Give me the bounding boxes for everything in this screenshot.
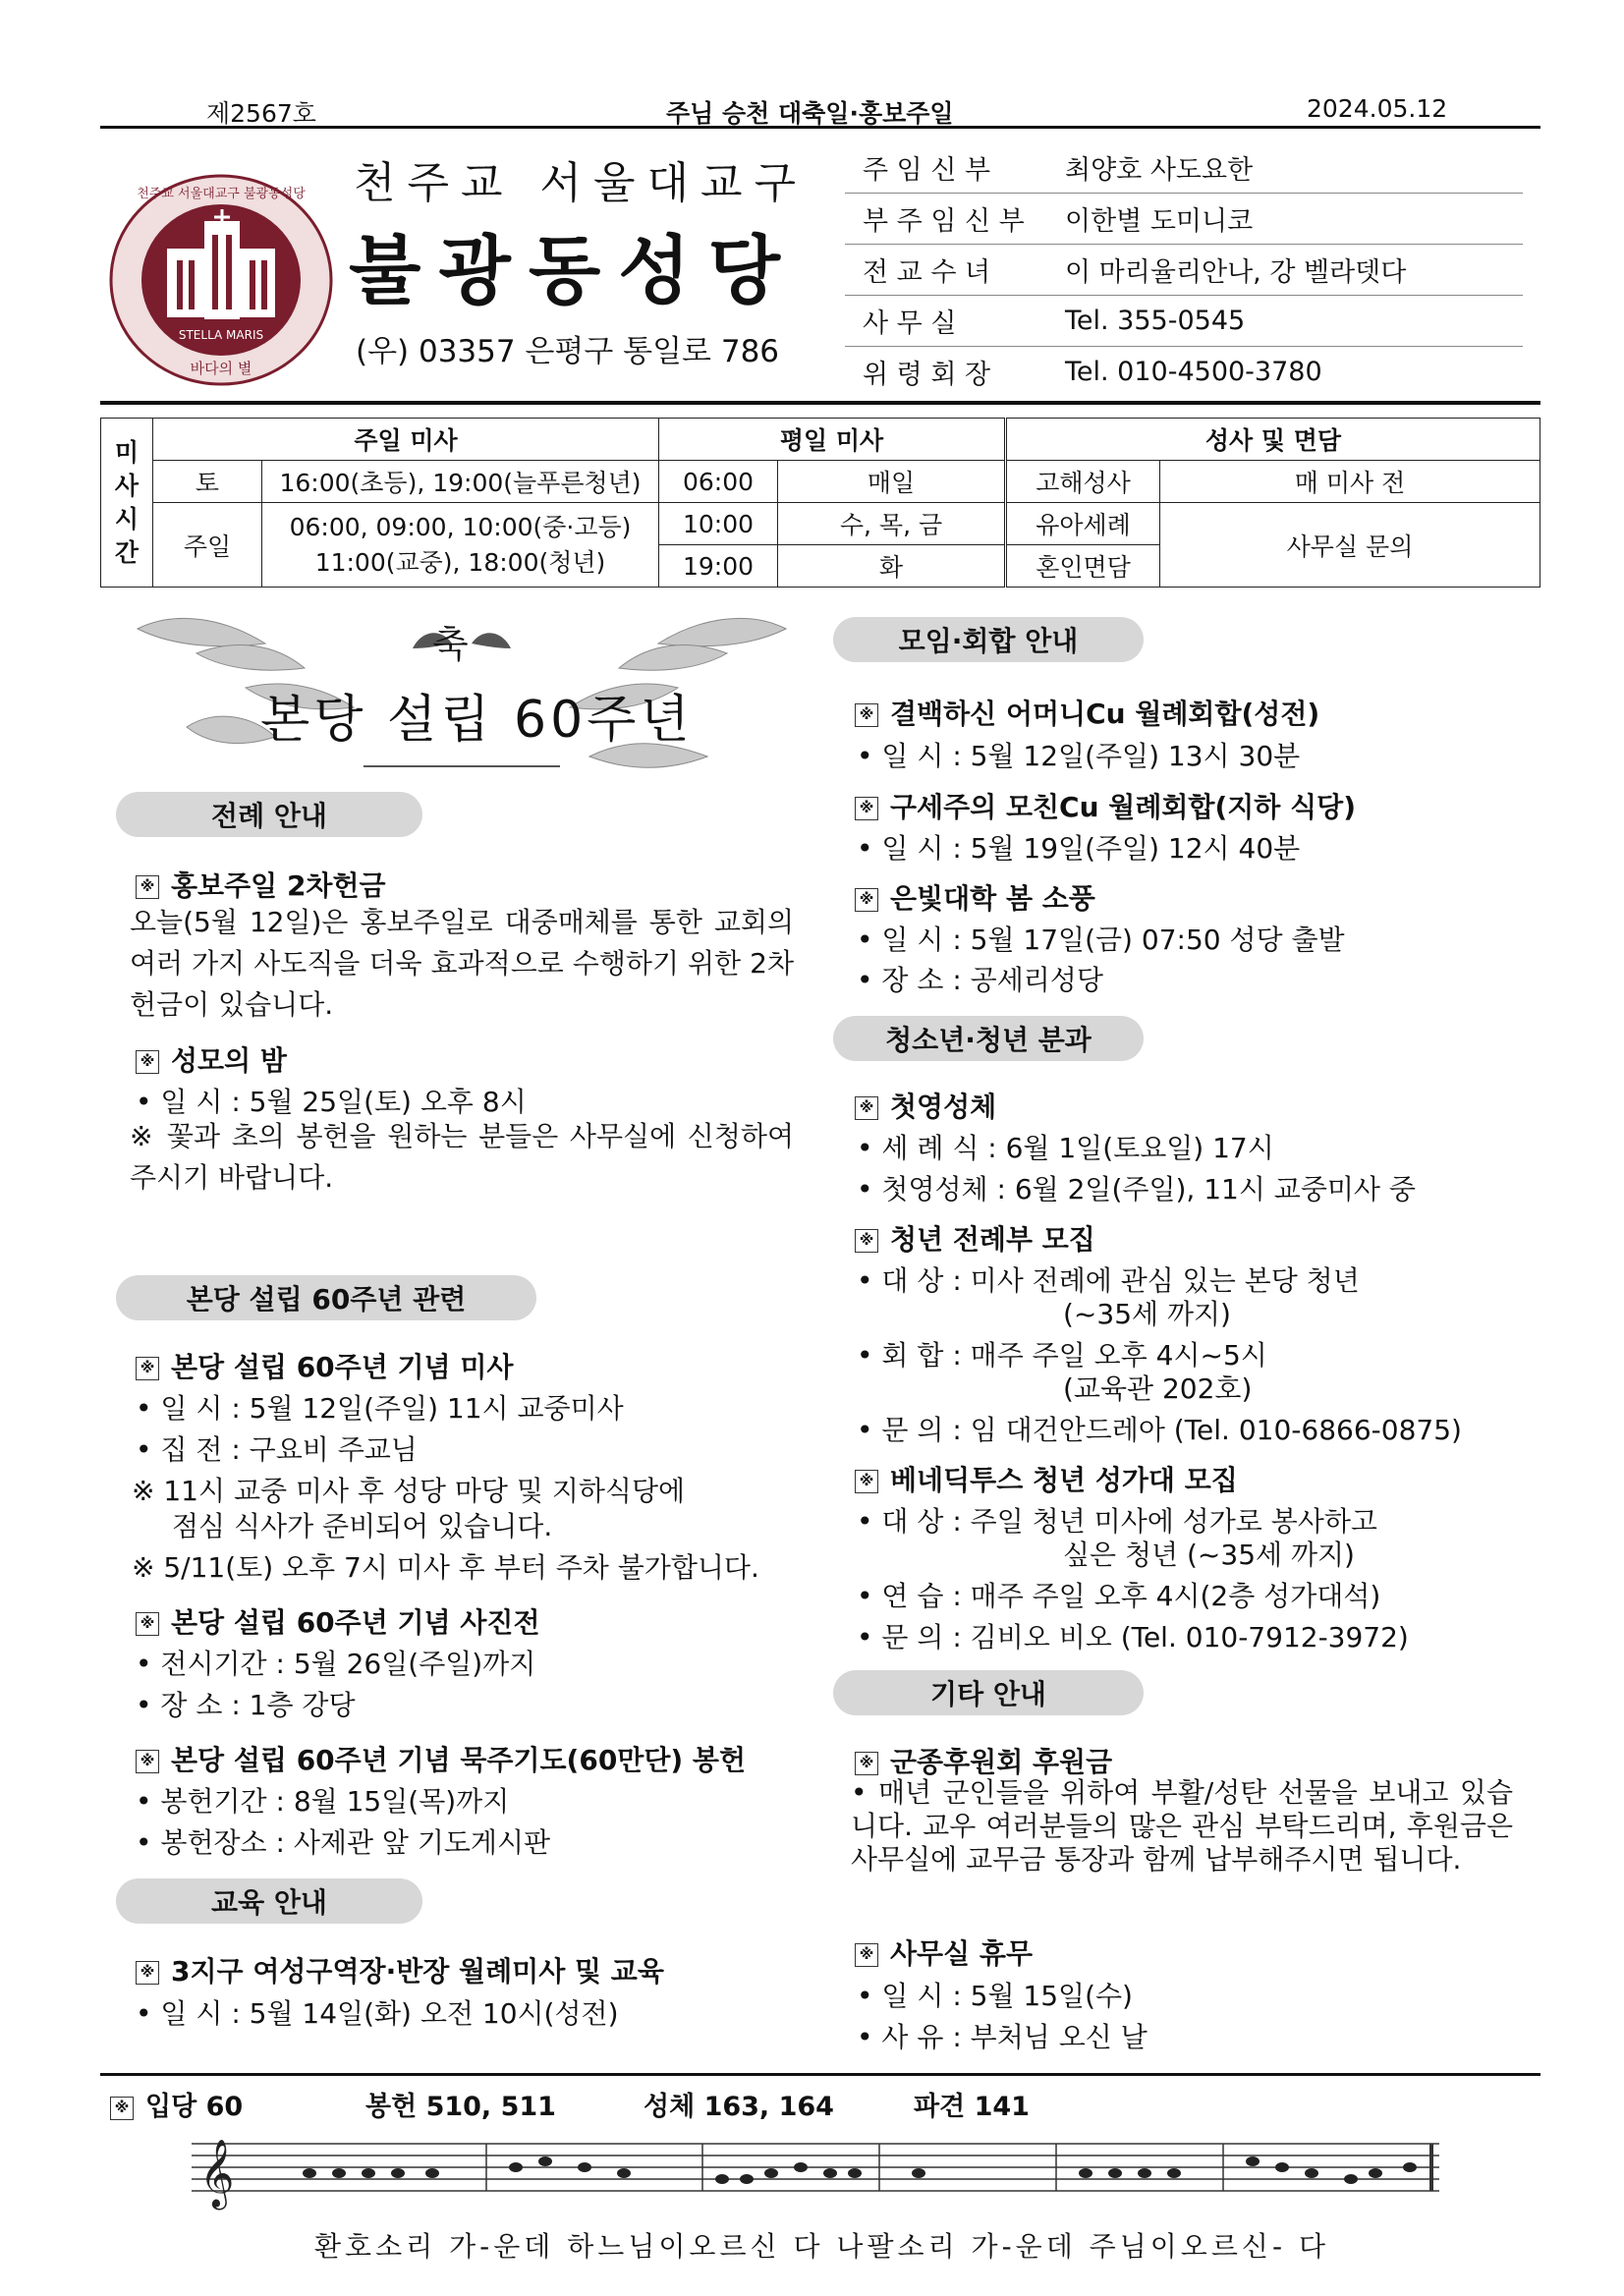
choir-contact: • 문 의 : 김비오 비오 (Tel. 010-7912-3972)	[857, 1621, 1409, 1653]
anniversary-pill: 본당 설립 60주년 관련	[116, 1275, 536, 1320]
diocese-name: 천주교 서울대교구	[354, 158, 809, 208]
footer-rule	[100, 2073, 1540, 2076]
anniv-mass-celebrant: • 집 전 : 구요비 주교님	[136, 1433, 418, 1466]
section-mark-icon: ※	[855, 797, 878, 820]
sacrament-name: 유아세례	[1006, 503, 1160, 545]
choir-title: ※ 베네딕투스 청년 성가대 모집	[855, 1459, 1238, 1498]
section-mark-icon: ※	[136, 1357, 159, 1380]
header-rule	[100, 126, 1540, 129]
sacrament-title: 성사 및 면담	[1006, 419, 1540, 461]
issue-number: 제2567호	[206, 99, 316, 128]
hymn-offertory: 봉헌 510, 511	[365, 2092, 556, 2122]
bulletin-date: 2024.05.12	[1307, 94, 1448, 123]
staff-name: 이 마리율리안나, 강 벨라뎃다	[1065, 256, 1407, 288]
rosary-place: • 봉헌장소 : 사제관 앞 기도게시판	[136, 1826, 551, 1859]
youth-liturgy-meeting: • 회 합 : 매주 주일 오후 4시~5시	[857, 1339, 1267, 1372]
staff-row	[845, 346, 1523, 397]
sacrament-info: 사무실 문의	[1160, 503, 1540, 588]
edu-date: • 일 시 : 5월 14일(화) 오전 10시(성전)	[136, 1997, 619, 2030]
section-mark-icon: ※	[855, 703, 878, 727]
section-mark-icon: ※	[136, 1612, 159, 1636]
weekday-time: 19:00	[659, 545, 778, 588]
military-text: • 매년 군인들을 위하여 부활/성탄 선물을 보내고 있습니다. 교우 여러분들의 많은 관심 부탁드리며, 후원금은 사무실에 교무금 통장과 함께 납부해주시면 됩니다.	[851, 1776, 1513, 1876]
section-mark-icon: ※	[855, 888, 878, 912]
staff-row	[845, 295, 1523, 347]
staff-name: 최양호 사도요한	[1065, 154, 1254, 186]
staff-role: 위 령 회 장	[863, 359, 991, 390]
mary-title: ※ 성모의 밤	[136, 1039, 287, 1079]
meeting-2-title: ※ 구세주의 모친Cu 월례회합(지하 식당)	[855, 786, 1356, 825]
weekday-days: 화	[778, 545, 1006, 588]
staff-name: 이한별 도미니코	[1065, 205, 1254, 237]
anniv-note-2: ※ 5/11(토) 오후 7시 미사 후 부터 주차 불가합니다.	[132, 1551, 759, 1584]
anniversary-title: 본당 설립 60주년	[260, 691, 694, 750]
parish-address: (우) 03357 은평구 통일로 786	[356, 334, 780, 369]
meeting-1-date: • 일 시 : 5월 12일(주일) 13시 30분	[857, 740, 1301, 772]
photo-title: ※ 본당 설립 60주년 기념 사진전	[136, 1601, 540, 1641]
office-closed-date: • 일 시 : 5월 15일(수)	[857, 1980, 1133, 2012]
staff-role: 주 임 신 부	[863, 154, 991, 186]
feast-title: 주님 승천 대축일·홍보주일	[666, 99, 954, 128]
section-mark-icon: ※	[855, 1229, 878, 1253]
anniv-mass-title: ※ 본당 설립 60주년 기념 미사	[136, 1346, 513, 1385]
section-mark-icon: ※	[136, 1750, 159, 1773]
parish-logo	[106, 172, 337, 388]
mary-note: ※ 꽃과 초의 봉헌을 원하는 분들은 사무실에 신청하여 주시기 바랍니다.	[130, 1120, 794, 1194]
choir-target-age: 싶은 청년 (~35세 까지)	[1063, 1539, 1355, 1571]
mary-date: • 일 시 : 5월 25일(토) 오후 8시	[136, 1086, 527, 1118]
youth-liturgy-room: (교육관 202호)	[1063, 1372, 1253, 1405]
staff-name: Tel. 010-4500-3780	[1065, 356, 1322, 387]
choir-practice: • 연 습 : 매주 주일 오후 4시(2층 성가대석)	[857, 1580, 1381, 1612]
staff-role: 사 무 실	[863, 308, 957, 339]
mass-side-label: 미 사 시 간	[101, 419, 153, 588]
section-mark-icon: ※	[855, 1752, 878, 1775]
header-bottom-rule	[100, 401, 1540, 405]
sat-label: 토	[153, 461, 262, 503]
logo-sea-star: 바다의 별	[190, 360, 252, 377]
meeting-3-date: • 일 시 : 5월 17일(금) 07:50 성당 출발	[857, 924, 1345, 956]
sun-label: 주일	[153, 503, 262, 588]
education-pill: 교육 안내	[116, 1878, 422, 1924]
youth-liturgy-target: • 대 상 : 미사 전례에 관심 있는 본당 청년	[857, 1264, 1360, 1297]
hymn-dismissal: 파견 141	[914, 2092, 1030, 2122]
staff-row	[845, 244, 1523, 296]
mass-schedule-table	[100, 418, 1540, 588]
section-mark-icon: ※	[136, 1961, 159, 1985]
music-staff-icon	[192, 2124, 1449, 2222]
section-mark-icon: ※	[136, 875, 159, 899]
office-closed-title: ※ 사무실 휴무	[855, 1932, 1033, 1972]
section-mark-icon: ※	[855, 1943, 878, 1967]
youth-liturgy-title: ※ 청년 전례부 모집	[855, 1218, 1095, 1258]
svg-text:𝄞: 𝄞	[199, 2139, 235, 2208]
staff-row	[845, 193, 1523, 245]
sacrament-info: 매 미사 전	[1160, 461, 1540, 503]
staff-row	[845, 141, 1523, 194]
anniv-note-1: ※ 11시 교중 미사 후 성당 마당 및 지하식당에	[132, 1475, 686, 1507]
photo-period: • 전시기간 : 5월 26일(주일)까지	[136, 1648, 536, 1680]
choir-target: • 대 상 : 주일 청년 미사에 성가로 봉사하고	[857, 1505, 1377, 1538]
staff-role: 전 교 수 녀	[863, 256, 991, 288]
photo-place: • 장 소 : 1층 강당	[136, 1689, 356, 1721]
baptism-date: • 세 례 식 : 6월 1일(토요일) 17시	[857, 1132, 1274, 1164]
staff-name: Tel. 355-0545	[1065, 305, 1246, 336]
rosary-title: ※ 본당 설립 60주년 기념 묵주기도(60만단) 봉헌	[136, 1739, 746, 1778]
weekday-days: 수, 목, 금	[778, 503, 1006, 545]
meeting-2-date: • 일 시 : 5월 19일(주일) 12시 40분	[857, 832, 1301, 865]
edu-title: ※ 3지구 여성구역장·반장 월례미사 및 교육	[136, 1950, 664, 1989]
first-communion-title: ※ 첫영성체	[855, 1086, 996, 1125]
congrats-label: 축	[432, 623, 469, 666]
sat-times: 16:00(초등), 19:00(늘푸른청년)	[262, 461, 659, 503]
first-communion-date: • 첫영성체 : 6월 2일(주일), 11시 교중미사 중	[857, 1173, 1416, 1205]
sacrament-name: 혼인면담	[1006, 545, 1160, 588]
sacrament-name: 고해성사	[1006, 461, 1160, 503]
meeting-3-title: ※ 은빛대학 봄 소풍	[855, 877, 1095, 917]
logo-stella-maris: STELLA MARIS	[178, 328, 264, 342]
anniv-mass-date: • 일 시 : 5월 12일(주일) 11시 교중미사	[136, 1392, 624, 1425]
weekday-time: 06:00	[659, 461, 778, 503]
section-mark-icon: ※	[136, 1050, 159, 1074]
military-title: ※ 군종후원회 후원금	[855, 1741, 1112, 1780]
section-mark-icon: ※	[110, 2097, 134, 2120]
weekday-time: 10:00	[659, 503, 778, 545]
liturgy-pill: 전례 안내	[116, 792, 422, 837]
section-mark-icon: ※	[855, 1470, 878, 1493]
youth-liturgy-target-age: (~35세 까지)	[1063, 1298, 1231, 1330]
hymn-lyrics: 환호소리 가-운데 하느님이오르신 다 나팔소리 가-운데 주님이오르신- 다	[314, 2230, 1330, 2263]
meeting-1-title: ※ 결백하신 어머니Cu 월례회합(성전)	[855, 693, 1319, 732]
meeting-3-place: • 장 소 : 공세리성당	[857, 964, 1103, 996]
office-closed-reason: • 사 유 : 부처님 오신 날	[857, 2021, 1148, 2053]
weekday-mass-title: 평일 미사	[659, 419, 1006, 461]
music-staff	[192, 2124, 1449, 2222]
section-mark-icon: ※	[855, 1096, 878, 1120]
hymn-communion: 성체 163, 164	[644, 2092, 834, 2122]
meeting-pill: 모임·회합 안내	[833, 617, 1144, 662]
youth-pill: 청소년·청년 분과	[833, 1016, 1144, 1061]
logo-church-text: 천주교 서울대교구 불광동성당	[137, 187, 306, 201]
weekday-days: 매일	[778, 461, 1006, 503]
promo-text: 오늘(5월 12일)은 홍보주일로 대중매체를 통한 교회의 여러 가지 사도직을 더욱 효과적으로 수행하기 위한 2차헌금이 있습니다.	[130, 906, 794, 1021]
hymn-entrance: ※ 입당 60	[110, 2085, 243, 2123]
staff-role: 부 주 임 신 부	[863, 205, 1025, 237]
etc-pill: 기타 안내	[833, 1670, 1144, 1715]
anniv-note-1b: 점심 식사가 준비되어 있습니다.	[172, 1510, 553, 1542]
promo-title: ※ 홍보주일 2차헌금	[136, 865, 386, 904]
sun-times: 06:00, 09:00, 10:00(중·고등) 11:00(교중), 18:00(청년)	[262, 503, 659, 588]
youth-liturgy-contact: • 문 의 : 임 대건안드레아 (Tel. 010-6866-0875)	[857, 1414, 1462, 1446]
parish-name: 불광동성당	[349, 227, 799, 314]
sunday-mass-title: 주일 미사	[153, 419, 659, 461]
rosary-period: • 봉헌기간 : 8월 15일(목)까지	[136, 1785, 510, 1818]
